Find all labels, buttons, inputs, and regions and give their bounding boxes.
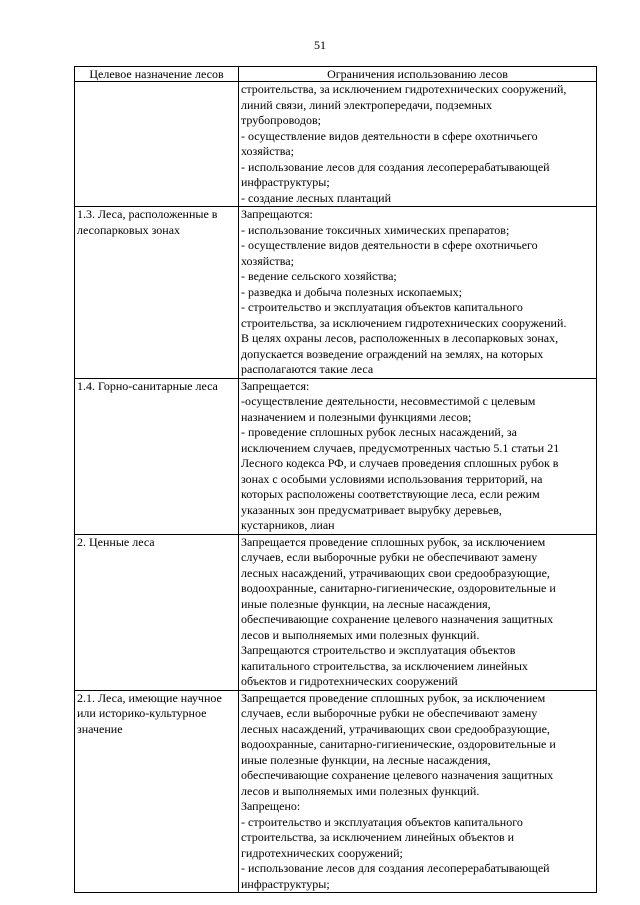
restriction-line: хозяйства; xyxy=(241,253,294,268)
table-row xyxy=(75,690,597,893)
restriction-line: указанных зон предусматривает вырубку деревьев, xyxy=(241,502,502,517)
restriction-line: - осуществление видов деятельности в сфере охотничьего xyxy=(241,128,538,143)
restriction-line: обеспечивающие сохранение целевого назначения защитных xyxy=(241,768,554,782)
restriction-line: - создание лесных плантаций xyxy=(241,190,392,205)
purpose-line: 1.4. Горно-санитарные леса xyxy=(77,378,218,393)
restriction-line: трубопроводов; xyxy=(241,113,321,127)
restriction-line: водоохранные, санитарно-гигиенические, оздоровительные и xyxy=(241,581,556,595)
restriction-line: обеспечивающие сохранение целевого назначения защитных xyxy=(241,612,554,626)
restrictions-cell xyxy=(239,690,597,893)
restriction-line: Запрещено: xyxy=(241,799,301,813)
purpose-cell xyxy=(75,207,239,379)
purpose-cell xyxy=(75,690,239,893)
page-number: 51 xyxy=(314,38,326,52)
restriction-line: иные полезные функции, на лесные насаждения, xyxy=(241,752,491,767)
purpose-cell xyxy=(75,534,239,690)
purpose-line: значение xyxy=(77,721,123,736)
restriction-line: Запрещается проведение сплошных рубок, за исключением xyxy=(241,690,546,705)
restriction-line: допускается возведение ограждений на землях, на которых xyxy=(241,346,544,361)
purpose-cell xyxy=(75,378,239,534)
restriction-line: -осуществление деятельности, несовместимой с целевым xyxy=(241,394,536,408)
restriction-line: водоохранные, санитарно-гигиенические, оздоровительные и xyxy=(241,737,556,751)
restriction-line: хозяйства; xyxy=(241,144,294,158)
restriction-line: лесов и выполняемых ими полезных функций. xyxy=(241,627,480,642)
restriction-line: Запрещаются строительство и эксплуатация объектов xyxy=(241,643,516,657)
restrictions-cell xyxy=(239,534,597,690)
table-row xyxy=(75,378,597,534)
restriction-line: располагаются такие леса xyxy=(241,362,374,376)
restriction-line: строительства, за исключением линейных объектов и xyxy=(241,830,515,844)
purpose-line: или историко-культурное xyxy=(77,706,207,720)
restriction-line: иные полезные функции, на лесные насаждения, xyxy=(241,596,491,611)
restriction-line: - осуществление видов деятельности в сфере охотничьего xyxy=(241,238,538,252)
purpose-line: 2.1. Леса, имеющие научное xyxy=(77,690,222,705)
restriction-line: которых расположены соответствующие леса, если режим xyxy=(241,487,540,501)
restrictions-cell xyxy=(239,207,597,379)
restriction-line: инфраструктуры; xyxy=(241,876,330,891)
restriction-line: В целях охраны лесов, расположенных в лесопарковых зонах, xyxy=(241,331,559,345)
restriction-line: инфраструктуры; xyxy=(241,175,330,189)
restriction-line: случаев, если выборочные рубки не обеспечивают замену xyxy=(241,550,538,564)
restriction-line: кустарников, лиан xyxy=(241,518,335,532)
restriction-line: - строительство и эксплуатация объектов капитального xyxy=(241,300,523,314)
restriction-line: лесов и выполняемых ими полезных функций. xyxy=(241,783,480,798)
restriction-line: - ведение сельского хозяйства; xyxy=(241,269,397,283)
restriction-line: случаев, если выборочные рубки не обеспечивают замену xyxy=(241,706,538,720)
restriction-line: Лесного кодекса РФ, и случаев проведения сплошных рубок в xyxy=(241,456,559,470)
header-purpose: Целевое назначение лесов xyxy=(75,67,239,82)
restriction-line: объектов и гидротехнических сооружений xyxy=(241,674,458,688)
restriction-line: - строительство и эксплуатация объектов капитального xyxy=(241,814,523,829)
restriction-line: - использование токсичных химических препаратов; xyxy=(241,222,510,237)
restriction-line: строительства, за исключением гидротехнических сооружений. xyxy=(241,315,567,330)
restriction-line: назначением и полезными функциями лесов; xyxy=(241,409,472,424)
restriction-line: - разведка и добыча полезных ископаемых; xyxy=(241,284,462,299)
restriction-line: - использование лесов для создания лесоперерабатывающей xyxy=(241,861,550,875)
restriction-line: - использование лесов для создания лесоперерабатывающей xyxy=(241,159,550,174)
header-restrictions: Ограничения использованию лесов xyxy=(239,67,597,82)
table-row xyxy=(75,82,597,207)
restriction-line: капитального строительства, за исключением линейных xyxy=(241,658,528,673)
restriction-line: лесных насаждений, утрачивающих свои средообразующие, xyxy=(241,721,550,736)
restriction-line: зонах с особыми условиями использования территорий, на xyxy=(241,471,543,486)
restriction-line: линий связи, линий электропередачи, подземных xyxy=(241,97,492,112)
purpose-line: лесопарковых зонах xyxy=(77,222,181,237)
restriction-line: - проведение сплошных рубок лесных насаждений, за xyxy=(241,425,517,439)
table-row xyxy=(75,534,597,690)
purpose-line: 1.3. Леса, расположенные в xyxy=(77,207,218,221)
restriction-line: Запрещаются: xyxy=(241,207,313,221)
restriction-line: лесных насаждений, утрачивающих свои средообразующие, xyxy=(241,565,550,580)
purpose-line: 2. Ценные леса xyxy=(77,534,155,549)
table-row xyxy=(75,207,597,379)
restriction-line: Запрещается проведение сплошных рубок, за исключением xyxy=(241,534,546,549)
forest-restrictions-table xyxy=(74,66,597,893)
table-header-row xyxy=(75,67,597,82)
restriction-line: строительства, за исключением гидротехнических сооружений, xyxy=(241,82,567,96)
restriction-line: исключением случаев, предусмотренных частью 5.1 статьи 21 xyxy=(241,440,560,455)
restrictions-cell xyxy=(239,378,597,534)
restrictions-cell xyxy=(239,82,597,207)
restriction-line: гидротехнических сооружений; xyxy=(241,845,403,860)
purpose-cell xyxy=(75,82,239,207)
restriction-line: Запрещается: xyxy=(241,378,310,393)
